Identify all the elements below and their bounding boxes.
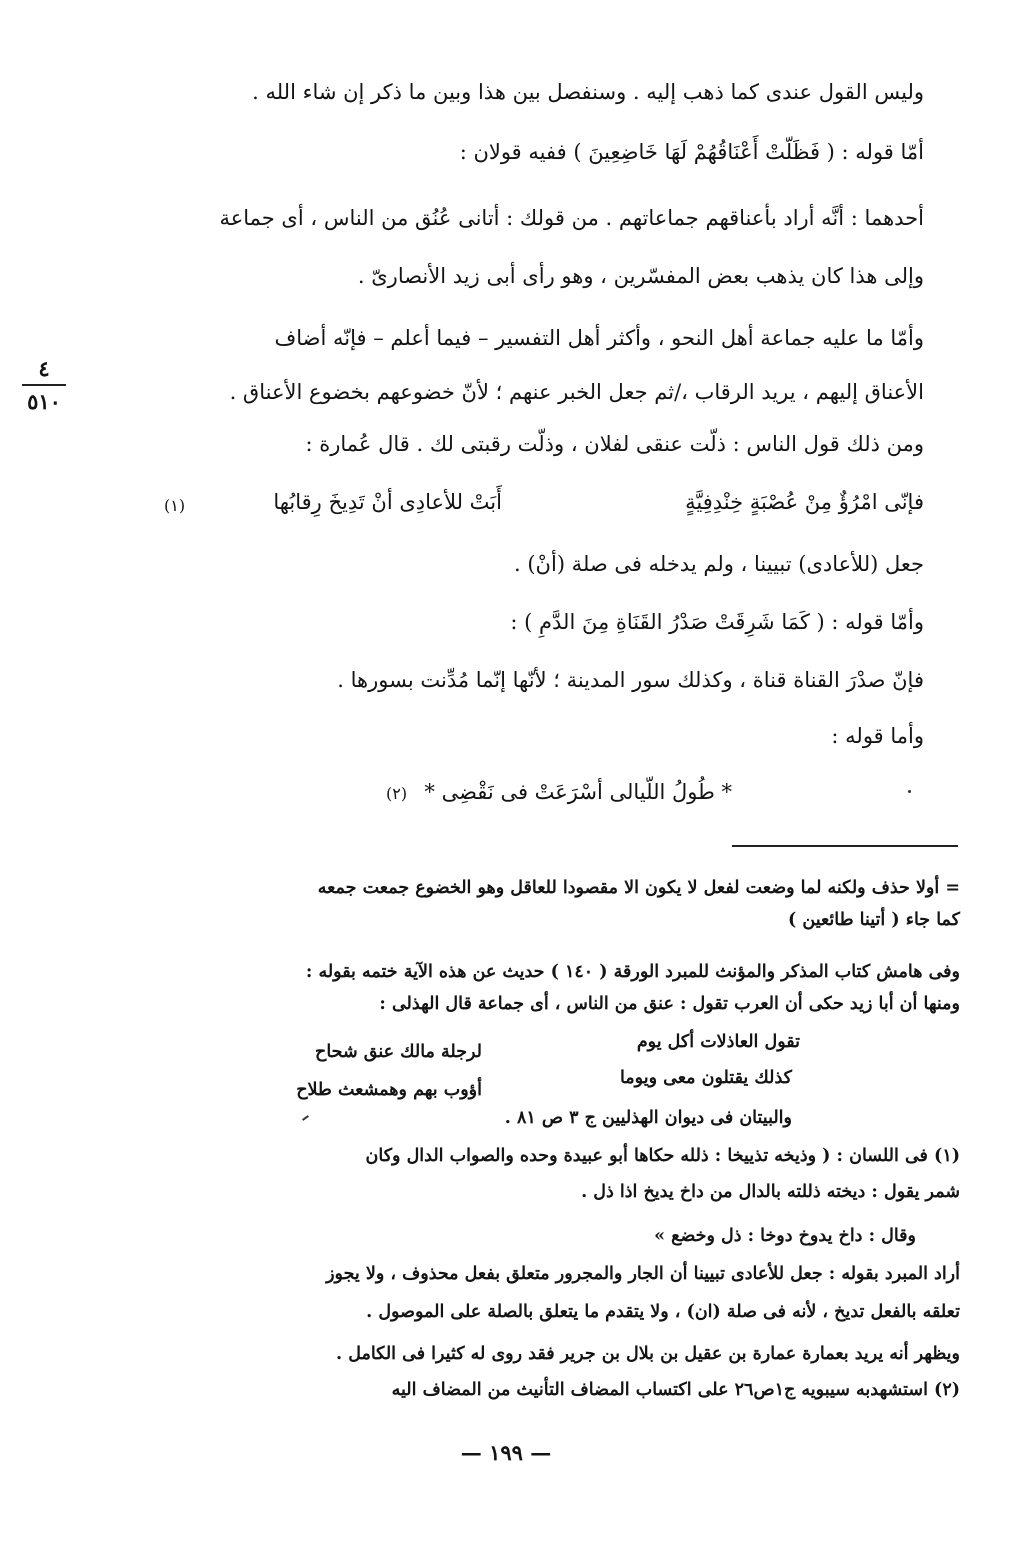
main-text-line: وأما قوله :: [831, 724, 924, 748]
margin-reference-rule: [22, 384, 66, 386]
page-number: — ١٩٩ —: [460, 1440, 552, 1465]
main-text-line: الأعناق إليهم ، يريد الرقاب ،/ثم جعل الخبر عنهم ؛ لأنّ خضوعهم بخضوع الأعناق .: [229, 380, 924, 404]
footnote-line: شمر يقول : ديخته ذللته بالدال من داخ يديخ اذا ذل .: [581, 1182, 960, 1202]
footnote-line: وقال : داخ يدوخ دوخا : ذل وخضع »: [654, 1226, 916, 1246]
footnote-line: تعلقه بالفعل تديخ ، لأنه فى صلة (ان) ، ولا يتقدم ما يتعلق بالصلة على الموصول .: [366, 1302, 960, 1322]
footnote-marker-2: (٢): [386, 784, 408, 803]
main-text-line: وليس القول عندى كما ذهب إليه . وسنفصل بين هذا وبين ما ذكر إن شاء الله .: [252, 80, 924, 104]
footnote-line: وفى هامش كتاب المذكر والمؤنث للمبرد الورقة ( ١٤٠ ) حديث عن هذه الآية ختمه بقوله :: [305, 962, 960, 982]
main-text-line: أحدهما : أنَّه أراد بأعناقهم جماعاتهم . من قولك : أتانى عُنُق من الناس ، أى جماعة: [219, 206, 924, 230]
footnote-line: = أولا حذف ولكنه لما وضعت لفعل لا يكون الا مقصودا للعاقل وهو الخضوع جمعت جمعه: [317, 878, 960, 898]
ink-mark: [302, 1115, 309, 1121]
footnote-line: ومنها أن أبا زيد حكى أن العرب تقول : عنق من الناس ، أى جماعة قال الهذلى :: [379, 994, 960, 1014]
main-text-line: وأمّا ما عليه جماعة أهل النحو ، وأكثر أهل التفسير – فيما أعلم – فإنّه أضاف: [274, 326, 924, 350]
footnote-marker-1: (١): [164, 496, 186, 515]
footnote-verse-second: لرجلة مالك عنق شحاح: [315, 1042, 482, 1062]
footnote-verse-first: تقول العاذلات أكل يوم: [636, 1032, 800, 1052]
main-text-line: وإلى هذا كان يذهب بعض المفسّرين ، وهو رأى أبى زيد الأنصارىّ .: [357, 264, 924, 288]
verse-second-hemistich: أَبَتْ للأعادِى أنْ تَدِيخَ رِقابُها: [273, 490, 502, 514]
margin-reference: [18, 356, 70, 414]
footnote-line: والبيتان فى ديوان الهذليين ج ٣ ص ٨١ .: [504, 1108, 792, 1128]
verse-line: * طُولُ اللّيالى أسْرَعَتْ فى نَقْضِى *: [424, 780, 732, 804]
footnote-verse-second: أؤوب بهم وهمشعث طلاح: [296, 1080, 482, 1100]
footnote-line: كما جاء ( أتينا طائعين ): [788, 910, 960, 930]
footnote-line: ويظهر أنه يريد بعمارة عمارة بن عقيل بن بلال بن جرير فقد روى له كثيرا فى الكامل .: [336, 1344, 960, 1364]
main-text-line: فإنّ صدْرَ القناة قناة ، وكذلك سور المدينة ؛ لأنّها إنّما مُدِّنت بسورها .: [337, 668, 924, 692]
main-text-line: وأمّا قوله : ( كَمَا شَرِقَتْ صَدْرُ القَنَاةِ مِنَ الدَّمِ ) :: [510, 610, 924, 634]
main-text-line: أمّا قوله : ( فَظَلّتْ أَعْنَاقُهُمْ لَهَا خَاضِعِينَ ) ففيه قولان :: [459, 140, 924, 164]
footnote-verse-first: كذلك يقتلون معى ويوما: [619, 1068, 792, 1088]
footnote-line: أراد المبرد بقوله : جعل للأعادى تبيينا أن الجار والمجرور متعلق بفعل محذوف ، ولا يجوز: [326, 1264, 960, 1284]
main-text-line: جعل (للأعادى) تبيينا ، ولم يدخله فى صلة (أنْ) .: [514, 552, 924, 576]
ink-dot: [908, 790, 911, 793]
main-text-line: ومن ذلك قول الناس : ذلّت عنقى لفلان ، وذلّت رقبتى لك . قال عُمارة :: [305, 432, 924, 456]
margin-reference-top: ٤: [38, 356, 50, 381]
margin-reference-bottom: ٥١٠: [27, 389, 61, 414]
footnote-line: (٢) استشهدبه سيبويه ج١ص٢٦ على اكتساب المضاف التأنيث من المضاف اليه: [391, 1380, 960, 1400]
footnote-separator: [732, 845, 958, 847]
verse-first-hemistich: فإنّى امْرُؤٌ مِنْ عُصْبَةٍ خِنْدِفِيَّةٍ: [685, 490, 924, 514]
footnote-line: (١) فى اللسان : ( وذيخه تذييخا : ذلله حكاها أبو عبيدة وحده والصواب الدال وكان: [365, 1146, 960, 1166]
